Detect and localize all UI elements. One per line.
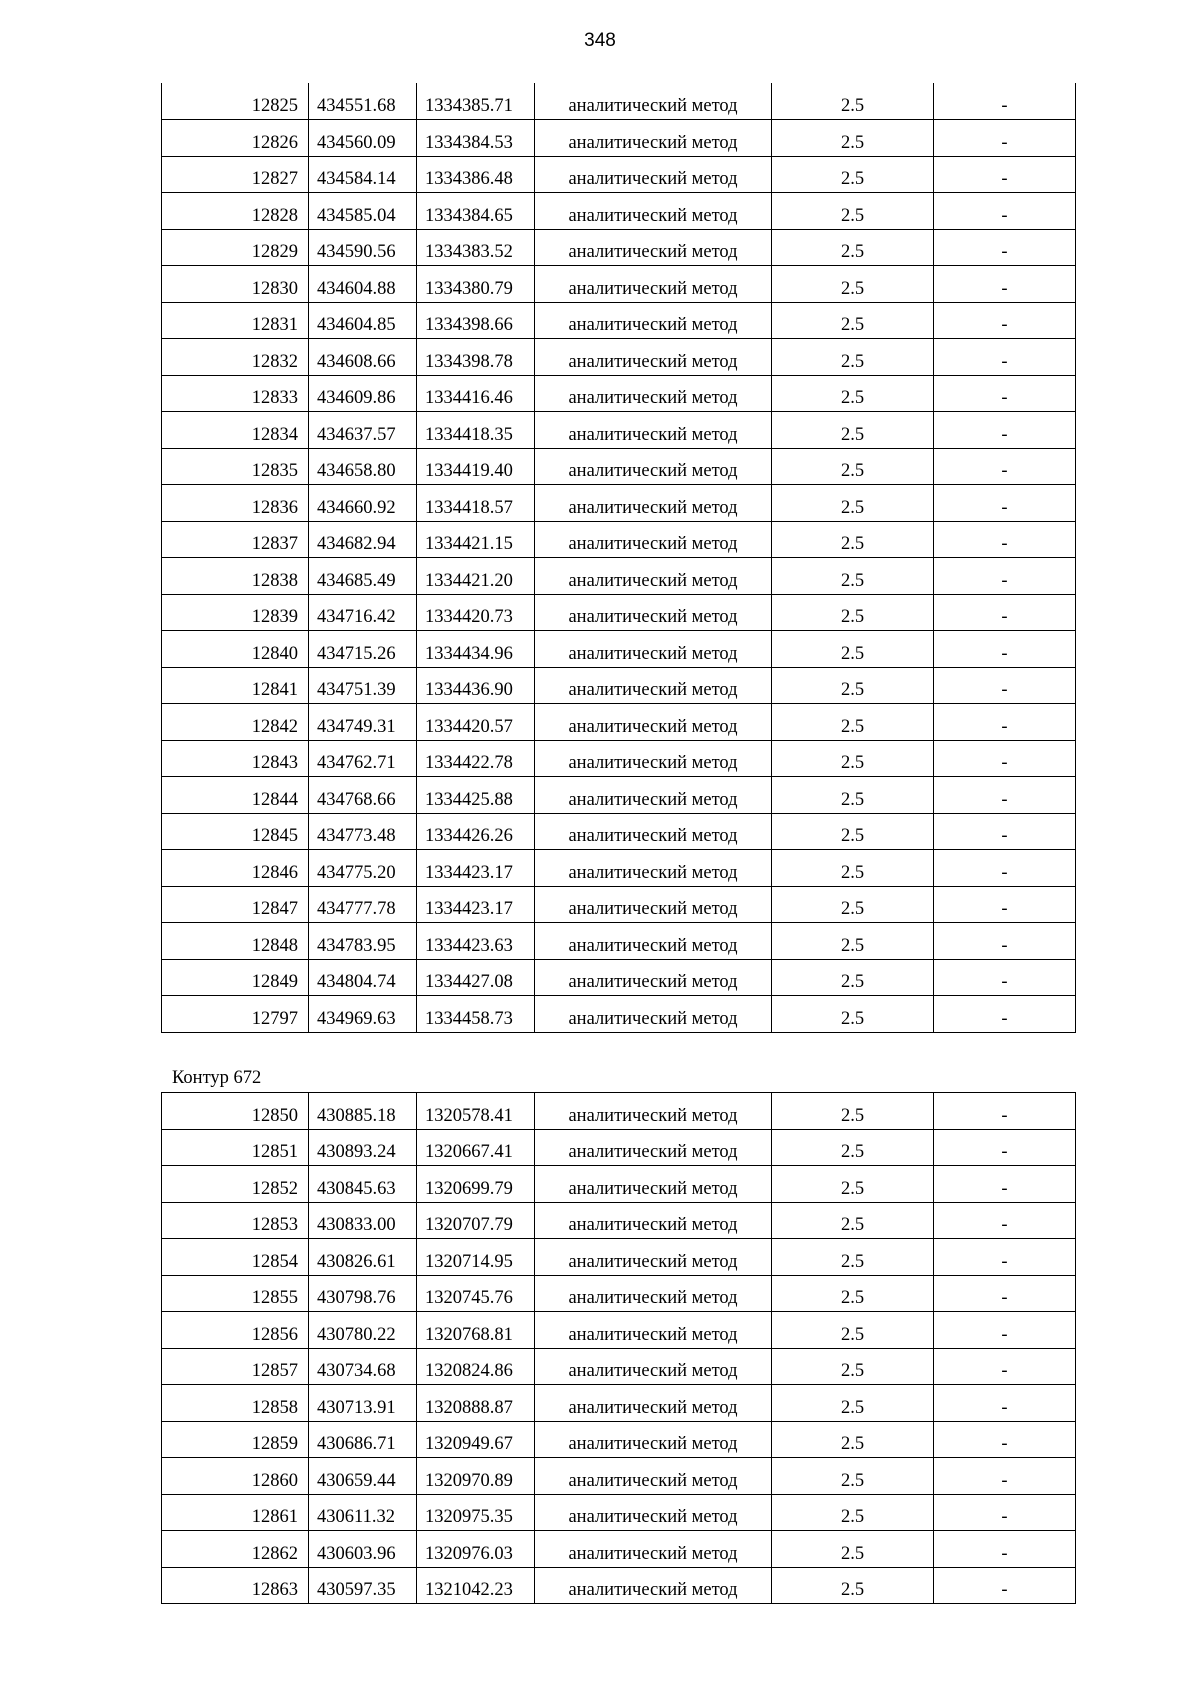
note-cell: - xyxy=(934,1421,1076,1458)
note-cell: - xyxy=(934,1166,1076,1203)
method-cell: аналитический метод xyxy=(535,1129,772,1166)
table-row xyxy=(162,777,1076,814)
accuracy-cell: 2.5 xyxy=(772,485,934,522)
point-number-cell: 12850 xyxy=(162,1093,309,1130)
accuracy-cell: 2.5 xyxy=(772,521,934,558)
y-coordinate-cell: 1334426.26 xyxy=(417,813,535,850)
point-number-cell: 12844 xyxy=(162,777,309,814)
note-cell: - xyxy=(934,1129,1076,1166)
y-coordinate-cell: 1334427.08 xyxy=(417,959,535,996)
method-cell: аналитический метод xyxy=(535,521,772,558)
method-cell: аналитический метод xyxy=(535,229,772,266)
method-cell: аналитический метод xyxy=(535,1239,772,1276)
accuracy-cell: 2.5 xyxy=(772,1567,934,1604)
x-coordinate-cell: 434604.85 xyxy=(309,302,417,339)
y-coordinate-cell: 1334416.46 xyxy=(417,375,535,412)
table-row xyxy=(162,302,1076,339)
table-row xyxy=(162,83,1076,120)
x-coordinate-cell: 434604.88 xyxy=(309,266,417,303)
accuracy-cell: 2.5 xyxy=(772,777,934,814)
method-cell: аналитический метод xyxy=(535,777,772,814)
table-row xyxy=(162,667,1076,704)
point-number-cell: 12855 xyxy=(162,1275,309,1312)
method-cell: аналитический метод xyxy=(535,631,772,668)
method-cell: аналитический метод xyxy=(535,558,772,595)
x-coordinate-cell: 434716.42 xyxy=(309,594,417,631)
x-coordinate-cell: 434608.66 xyxy=(309,339,417,376)
accuracy-cell: 2.5 xyxy=(772,412,934,449)
method-cell: аналитический метод xyxy=(535,959,772,996)
point-number-cell: 12843 xyxy=(162,740,309,777)
point-number-cell: 12847 xyxy=(162,886,309,923)
method-cell: аналитический метод xyxy=(535,193,772,230)
note-cell: - xyxy=(934,704,1076,741)
accuracy-cell: 2.5 xyxy=(772,1312,934,1349)
x-coordinate-cell: 434749.31 xyxy=(309,704,417,741)
x-coordinate-cell: 430826.61 xyxy=(309,1239,417,1276)
accuracy-cell: 2.5 xyxy=(772,1166,934,1203)
x-coordinate-cell: 434762.71 xyxy=(309,740,417,777)
accuracy-cell: 2.5 xyxy=(772,193,934,230)
accuracy-cell: 2.5 xyxy=(772,558,934,595)
point-number-cell: 12846 xyxy=(162,850,309,887)
y-coordinate-cell: 1334398.66 xyxy=(417,302,535,339)
y-coordinate-cell: 1320976.03 xyxy=(417,1531,535,1568)
table-row xyxy=(162,558,1076,595)
note-cell: - xyxy=(934,193,1076,230)
table-row xyxy=(162,631,1076,668)
y-coordinate-cell: 1334420.57 xyxy=(417,704,535,741)
y-coordinate-cell: 1334398.78 xyxy=(417,339,535,376)
note-cell: - xyxy=(934,1312,1076,1349)
x-coordinate-cell: 434777.78 xyxy=(309,886,417,923)
coordinates-table-1 xyxy=(161,83,1076,1033)
y-coordinate-cell: 1334425.88 xyxy=(417,777,535,814)
accuracy-cell: 2.5 xyxy=(772,83,934,120)
y-coordinate-cell: 1320699.79 xyxy=(417,1166,535,1203)
x-coordinate-cell: 434585.04 xyxy=(309,193,417,230)
method-cell: аналитический метод xyxy=(535,1421,772,1458)
table-row xyxy=(162,886,1076,923)
y-coordinate-cell: 1320768.81 xyxy=(417,1312,535,1349)
method-cell: аналитический метод xyxy=(535,156,772,193)
table-row xyxy=(162,1421,1076,1458)
y-coordinate-cell: 1334386.48 xyxy=(417,156,535,193)
x-coordinate-cell: 434682.94 xyxy=(309,521,417,558)
point-number-cell: 12861 xyxy=(162,1494,309,1531)
point-number-cell: 12828 xyxy=(162,193,309,230)
x-coordinate-cell: 434658.80 xyxy=(309,448,417,485)
x-coordinate-cell: 434773.48 xyxy=(309,813,417,850)
method-cell: аналитический метод xyxy=(535,485,772,522)
method-cell: аналитический метод xyxy=(535,1348,772,1385)
note-cell: - xyxy=(934,923,1076,960)
point-number-cell: 12852 xyxy=(162,1166,309,1203)
x-coordinate-cell: 434660.92 xyxy=(309,485,417,522)
method-cell: аналитический метод xyxy=(535,1385,772,1422)
point-number-cell: 12849 xyxy=(162,959,309,996)
coordinates-table-2 xyxy=(161,1092,1076,1604)
method-cell: аналитический метод xyxy=(535,1166,772,1203)
table-row xyxy=(162,740,1076,777)
note-cell: - xyxy=(934,521,1076,558)
point-number-cell: 12853 xyxy=(162,1202,309,1239)
table-body xyxy=(162,83,1076,1032)
x-coordinate-cell: 434775.20 xyxy=(309,850,417,887)
note-cell: - xyxy=(934,120,1076,157)
point-number-cell: 12837 xyxy=(162,521,309,558)
y-coordinate-cell: 1320578.41 xyxy=(417,1093,535,1130)
table-row xyxy=(162,412,1076,449)
table-row xyxy=(162,1458,1076,1495)
method-cell: аналитический метод xyxy=(535,83,772,120)
note-cell: - xyxy=(934,1093,1076,1130)
accuracy-cell: 2.5 xyxy=(772,1348,934,1385)
x-coordinate-cell: 434584.14 xyxy=(309,156,417,193)
note-cell: - xyxy=(934,1239,1076,1276)
point-number-cell: 12834 xyxy=(162,412,309,449)
accuracy-cell: 2.5 xyxy=(772,740,934,777)
accuracy-cell: 2.5 xyxy=(772,959,934,996)
y-coordinate-cell: 1320949.67 xyxy=(417,1421,535,1458)
table-row xyxy=(162,229,1076,266)
table-row xyxy=(162,1385,1076,1422)
point-number-cell: 12859 xyxy=(162,1421,309,1458)
y-coordinate-cell: 1334383.52 xyxy=(417,229,535,266)
accuracy-cell: 2.5 xyxy=(772,813,934,850)
method-cell: аналитический метод xyxy=(535,339,772,376)
note-cell: - xyxy=(934,339,1076,376)
y-coordinate-cell: 1334423.17 xyxy=(417,886,535,923)
x-coordinate-cell: 434560.09 xyxy=(309,120,417,157)
accuracy-cell: 2.5 xyxy=(772,923,934,960)
method-cell: аналитический метод xyxy=(535,120,772,157)
point-number-cell: 12851 xyxy=(162,1129,309,1166)
y-coordinate-cell: 1321042.23 xyxy=(417,1567,535,1604)
y-coordinate-cell: 1334418.57 xyxy=(417,485,535,522)
table-row xyxy=(162,521,1076,558)
x-coordinate-cell: 430893.24 xyxy=(309,1129,417,1166)
method-cell: аналитический метод xyxy=(535,667,772,704)
method-cell: аналитический метод xyxy=(535,1093,772,1130)
y-coordinate-cell: 1320824.86 xyxy=(417,1348,535,1385)
y-coordinate-cell: 1334421.20 xyxy=(417,558,535,595)
y-coordinate-cell: 1320707.79 xyxy=(417,1202,535,1239)
x-coordinate-cell: 434768.66 xyxy=(309,777,417,814)
accuracy-cell: 2.5 xyxy=(772,1494,934,1531)
table-row xyxy=(162,339,1076,376)
method-cell: аналитический метод xyxy=(535,594,772,631)
table-row xyxy=(162,156,1076,193)
note-cell: - xyxy=(934,302,1076,339)
method-cell: аналитический метод xyxy=(535,1312,772,1349)
point-number-cell: 12832 xyxy=(162,339,309,376)
x-coordinate-cell: 434783.95 xyxy=(309,923,417,960)
accuracy-cell: 2.5 xyxy=(772,375,934,412)
note-cell: - xyxy=(934,558,1076,595)
method-cell: аналитический метод xyxy=(535,850,772,887)
method-cell: аналитический метод xyxy=(535,266,772,303)
table-row xyxy=(162,1348,1076,1385)
y-coordinate-cell: 1334385.71 xyxy=(417,83,535,120)
point-number-cell: 12858 xyxy=(162,1385,309,1422)
method-cell: аналитический метод xyxy=(535,375,772,412)
table-row xyxy=(162,1166,1076,1203)
note-cell: - xyxy=(934,959,1076,996)
method-cell: аналитический метод xyxy=(535,704,772,741)
x-coordinate-cell: 430659.44 xyxy=(309,1458,417,1495)
x-coordinate-cell: 434637.57 xyxy=(309,412,417,449)
note-cell: - xyxy=(934,266,1076,303)
note-cell: - xyxy=(934,777,1076,814)
y-coordinate-cell: 1320745.76 xyxy=(417,1275,535,1312)
method-cell: аналитический метод xyxy=(535,923,772,960)
x-coordinate-cell: 430845.63 xyxy=(309,1166,417,1203)
point-number-cell: 12833 xyxy=(162,375,309,412)
note-cell: - xyxy=(934,1348,1076,1385)
note-cell: - xyxy=(934,1531,1076,1568)
y-coordinate-cell: 1334421.15 xyxy=(417,521,535,558)
accuracy-cell: 2.5 xyxy=(772,448,934,485)
point-number-cell: 12863 xyxy=(162,1567,309,1604)
x-coordinate-cell: 430611.32 xyxy=(309,1494,417,1531)
y-coordinate-cell: 1320667.41 xyxy=(417,1129,535,1166)
note-cell: - xyxy=(934,1458,1076,1495)
y-coordinate-cell: 1334384.65 xyxy=(417,193,535,230)
point-number-cell: 12797 xyxy=(162,996,309,1033)
page-number: 348 xyxy=(584,30,616,51)
point-number-cell: 12841 xyxy=(162,667,309,704)
method-cell: аналитический метод xyxy=(535,1531,772,1568)
accuracy-cell: 2.5 xyxy=(772,704,934,741)
note-cell: - xyxy=(934,631,1076,668)
note-cell: - xyxy=(934,448,1076,485)
table-row xyxy=(162,1494,1076,1531)
contour-label: Контур 672 xyxy=(172,1068,262,1088)
x-coordinate-cell: 434969.63 xyxy=(309,996,417,1033)
accuracy-cell: 2.5 xyxy=(772,850,934,887)
table-row xyxy=(162,813,1076,850)
x-coordinate-cell: 430597.35 xyxy=(309,1567,417,1604)
accuracy-cell: 2.5 xyxy=(772,996,934,1033)
table-row xyxy=(162,1093,1076,1130)
y-coordinate-cell: 1334436.90 xyxy=(417,667,535,704)
point-number-cell: 12845 xyxy=(162,813,309,850)
x-coordinate-cell: 434551.68 xyxy=(309,83,417,120)
note-cell: - xyxy=(934,1385,1076,1422)
point-number-cell: 12840 xyxy=(162,631,309,668)
note-cell: - xyxy=(934,1494,1076,1531)
accuracy-cell: 2.5 xyxy=(772,631,934,668)
method-cell: аналитический метод xyxy=(535,996,772,1033)
table-row xyxy=(162,1312,1076,1349)
table-row xyxy=(162,1567,1076,1604)
y-coordinate-cell: 1334419.40 xyxy=(417,448,535,485)
method-cell: аналитический метод xyxy=(535,740,772,777)
table-row xyxy=(162,1202,1076,1239)
table-row xyxy=(162,1129,1076,1166)
point-number-cell: 12826 xyxy=(162,120,309,157)
y-coordinate-cell: 1320975.35 xyxy=(417,1494,535,1531)
note-cell: - xyxy=(934,813,1076,850)
table-row xyxy=(162,266,1076,303)
x-coordinate-cell: 430798.76 xyxy=(309,1275,417,1312)
x-coordinate-cell: 434715.26 xyxy=(309,631,417,668)
method-cell: аналитический метод xyxy=(535,1567,772,1604)
method-cell: аналитический метод xyxy=(535,813,772,850)
point-number-cell: 12856 xyxy=(162,1312,309,1349)
accuracy-cell: 2.5 xyxy=(772,1275,934,1312)
point-number-cell: 12835 xyxy=(162,448,309,485)
y-coordinate-cell: 1334420.73 xyxy=(417,594,535,631)
point-number-cell: 12857 xyxy=(162,1348,309,1385)
note-cell: - xyxy=(934,229,1076,266)
point-number-cell: 12839 xyxy=(162,594,309,631)
x-coordinate-cell: 430713.91 xyxy=(309,1385,417,1422)
point-number-cell: 12842 xyxy=(162,704,309,741)
x-coordinate-cell: 430833.00 xyxy=(309,1202,417,1239)
y-coordinate-cell: 1334384.53 xyxy=(417,120,535,157)
note-cell: - xyxy=(934,1567,1076,1604)
table-row xyxy=(162,850,1076,887)
note-cell: - xyxy=(934,667,1076,704)
note-cell: - xyxy=(934,740,1076,777)
table-row xyxy=(162,959,1076,996)
table-row xyxy=(162,1239,1076,1276)
point-number-cell: 12829 xyxy=(162,229,309,266)
y-coordinate-cell: 1320970.89 xyxy=(417,1458,535,1495)
method-cell: аналитический метод xyxy=(535,448,772,485)
y-coordinate-cell: 1334422.78 xyxy=(417,740,535,777)
accuracy-cell: 2.5 xyxy=(772,1531,934,1568)
table-row xyxy=(162,1275,1076,1312)
point-number-cell: 12854 xyxy=(162,1239,309,1276)
point-number-cell: 12862 xyxy=(162,1531,309,1568)
y-coordinate-cell: 1320714.95 xyxy=(417,1239,535,1276)
note-cell: - xyxy=(934,156,1076,193)
accuracy-cell: 2.5 xyxy=(772,302,934,339)
x-coordinate-cell: 430885.18 xyxy=(309,1093,417,1130)
method-cell: аналитический метод xyxy=(535,1275,772,1312)
table-row xyxy=(162,193,1076,230)
accuracy-cell: 2.5 xyxy=(772,1202,934,1239)
note-cell: - xyxy=(934,375,1076,412)
accuracy-cell: 2.5 xyxy=(772,1129,934,1166)
x-coordinate-cell: 430603.96 xyxy=(309,1531,417,1568)
method-cell: аналитический метод xyxy=(535,412,772,449)
point-number-cell: 12825 xyxy=(162,83,309,120)
table-row xyxy=(162,120,1076,157)
note-cell: - xyxy=(934,594,1076,631)
method-cell: аналитический метод xyxy=(535,886,772,923)
accuracy-cell: 2.5 xyxy=(772,1458,934,1495)
note-cell: - xyxy=(934,996,1076,1033)
point-number-cell: 12860 xyxy=(162,1458,309,1495)
x-coordinate-cell: 430780.22 xyxy=(309,1312,417,1349)
accuracy-cell: 2.5 xyxy=(772,1385,934,1422)
table-row xyxy=(162,704,1076,741)
point-number-cell: 12827 xyxy=(162,156,309,193)
accuracy-cell: 2.5 xyxy=(772,339,934,376)
accuracy-cell: 2.5 xyxy=(772,886,934,923)
method-cell: аналитический метод xyxy=(535,1202,772,1239)
accuracy-cell: 2.5 xyxy=(772,266,934,303)
accuracy-cell: 2.5 xyxy=(772,120,934,157)
y-coordinate-cell: 1334418.35 xyxy=(417,412,535,449)
x-coordinate-cell: 434804.74 xyxy=(309,959,417,996)
table-row xyxy=(162,594,1076,631)
point-number-cell: 12831 xyxy=(162,302,309,339)
x-coordinate-cell: 434590.56 xyxy=(309,229,417,266)
y-coordinate-cell: 1334458.73 xyxy=(417,996,535,1033)
note-cell: - xyxy=(934,850,1076,887)
x-coordinate-cell: 434751.39 xyxy=(309,667,417,704)
table-row xyxy=(162,923,1076,960)
accuracy-cell: 2.5 xyxy=(772,156,934,193)
point-number-cell: 12830 xyxy=(162,266,309,303)
note-cell: - xyxy=(934,412,1076,449)
y-coordinate-cell: 1334423.63 xyxy=(417,923,535,960)
table-row xyxy=(162,375,1076,412)
y-coordinate-cell: 1334434.96 xyxy=(417,631,535,668)
method-cell: аналитический метод xyxy=(535,1494,772,1531)
note-cell: - xyxy=(934,1275,1076,1312)
accuracy-cell: 2.5 xyxy=(772,594,934,631)
point-number-cell: 12848 xyxy=(162,923,309,960)
note-cell: - xyxy=(934,886,1076,923)
note-cell: - xyxy=(934,83,1076,120)
x-coordinate-cell: 430686.71 xyxy=(309,1421,417,1458)
x-coordinate-cell: 434685.49 xyxy=(309,558,417,595)
accuracy-cell: 2.5 xyxy=(772,229,934,266)
method-cell: аналитический метод xyxy=(535,302,772,339)
note-cell: - xyxy=(934,1202,1076,1239)
method-cell: аналитический метод xyxy=(535,1458,772,1495)
table-body xyxy=(162,1093,1076,1604)
table-row xyxy=(162,485,1076,522)
y-coordinate-cell: 1320888.87 xyxy=(417,1385,535,1422)
point-number-cell: 12836 xyxy=(162,485,309,522)
accuracy-cell: 2.5 xyxy=(772,1239,934,1276)
point-number-cell: 12838 xyxy=(162,558,309,595)
table-row xyxy=(162,448,1076,485)
note-cell: - xyxy=(934,485,1076,522)
accuracy-cell: 2.5 xyxy=(772,667,934,704)
table-row xyxy=(162,1531,1076,1568)
y-coordinate-cell: 1334380.79 xyxy=(417,266,535,303)
table-row xyxy=(162,996,1076,1033)
accuracy-cell: 2.5 xyxy=(772,1093,934,1130)
y-coordinate-cell: 1334423.17 xyxy=(417,850,535,887)
x-coordinate-cell: 430734.68 xyxy=(309,1348,417,1385)
accuracy-cell: 2.5 xyxy=(772,1421,934,1458)
x-coordinate-cell: 434609.86 xyxy=(309,375,417,412)
